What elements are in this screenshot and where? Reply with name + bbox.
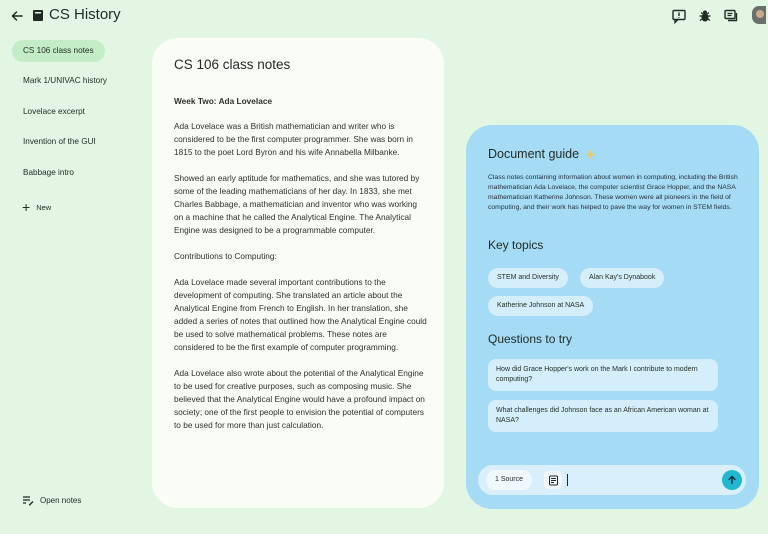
arrow-up-icon	[727, 475, 737, 485]
new-note-button[interactable]	[22, 199, 51, 215]
guide-summary: Class notes containing information about women in computing, including the British mathematician Ada Lovelace, the computer scientist Grace Hopper, and the NASA mathematician Katherine Johnson. These women were all pioneers in the field of computing, and their work has helped to pave the way for women in STEM fields.	[488, 174, 738, 211]
sidebar-item-babbage-intro[interactable]: Babbage intro	[23, 168, 74, 177]
back-arrow-icon[interactable]	[9, 8, 25, 24]
note-fade-overlay	[152, 438, 444, 508]
app-title: CS History	[49, 6, 121, 23]
feedback-icon[interactable]	[671, 8, 687, 24]
note-paragraph: Ada Lovelace made several important contributions to the development of computing. She translated an article about the Analytical Engine from French to English. In her translation, she added a series of notes that outlined how the Analytical Engine could be used to solve mathematical problems. These notes are considered to be the first example of computer programming.	[174, 277, 427, 352]
text-cursor	[567, 474, 568, 486]
document-guide-panel	[466, 125, 759, 509]
edit-notes-icon	[22, 494, 34, 506]
open-notes-label: Open notes	[40, 495, 82, 505]
document-icon	[548, 475, 559, 486]
chat-input[interactable]	[566, 472, 716, 488]
guide-title-text: Document guide	[488, 147, 580, 161]
topic-chip-alan-kays-dynabook[interactable]: Alan Kay's Dynabook	[580, 268, 664, 288]
source-chip[interactable]: 1 Source	[486, 470, 532, 490]
note-paragraph: Showed an early aptitude for mathematics, and she was tutored by some of the leading mathematicians of her day. In 1833, she met Charles Babbage, a mathematician and inventor who was working on a machine that he called the Analytical Engine. The Analytical Engine was designed to be a programmable computer.	[174, 173, 420, 235]
topic-chip-stem-and-diversity[interactable]: STEM and Diversity	[488, 268, 568, 288]
note-paragraph: Contributions to Computing:	[174, 251, 277, 261]
sparkle-icon	[585, 149, 596, 160]
sidebar	[0, 36, 140, 534]
note-paragraph: Ada Lovelace also wrote about the potential of the Analytical Engine to be used for creative purposes, such as composing music. She believed that the Analytical Engine would have a profound impact on society; one of the first people to envision the potential of computers to be used for more than just calculation.	[174, 368, 425, 430]
sidebar-item-cs-106-class-notes[interactable]: CS 106 class notes	[12, 40, 105, 62]
note-heading: Week Two: Ada Lovelace	[174, 96, 273, 106]
plus-icon: +	[22, 199, 31, 215]
note-paragraph: Ada Lovelace was a British mathematician and writer who is considered to be the first computer programmer. She was born in 1815 to the poet Lord Byron and his wife Annabella Milbanke.	[174, 121, 413, 157]
top-bar	[0, 0, 768, 32]
sidebar-item-invention-of-the-gui[interactable]: Invention of the GUI	[23, 137, 96, 146]
suggested-question-johnson-challenges[interactable]: What challenges did Johnson face as an African American woman at NASA?	[488, 400, 718, 432]
chat-icon[interactable]	[723, 8, 739, 24]
send-button[interactable]	[722, 470, 742, 490]
note-card[interactable]	[152, 38, 444, 508]
suggested-question-grace-hopper[interactable]: How did Grace Hopper's work on the Mark I contribute to modern computing?	[488, 359, 718, 391]
note-title: CS 106 class notes	[174, 57, 291, 72]
open-notes-button[interactable]	[22, 494, 81, 506]
avatar[interactable]	[752, 6, 766, 24]
bug-icon[interactable]	[697, 8, 713, 24]
guide-title	[488, 147, 596, 161]
chat-bar	[478, 465, 746, 495]
note-body[interactable]	[174, 95, 428, 445]
sidebar-item-lovelace-excerpt[interactable]: Lovelace excerpt	[23, 107, 85, 116]
notebook-icon	[32, 9, 44, 22]
notes-icon[interactable]	[544, 471, 562, 489]
key-topics-title: Key topics	[488, 238, 544, 252]
new-note-label: New	[36, 202, 52, 212]
topic-chip-katherine-johnson-at-nasa[interactable]: Katherine Johnson at NASA	[488, 296, 593, 316]
questions-title: Questions to try	[488, 332, 573, 346]
sidebar-item-mark1-univac-history[interactable]: Mark 1/UNIVAC history	[23, 76, 108, 85]
